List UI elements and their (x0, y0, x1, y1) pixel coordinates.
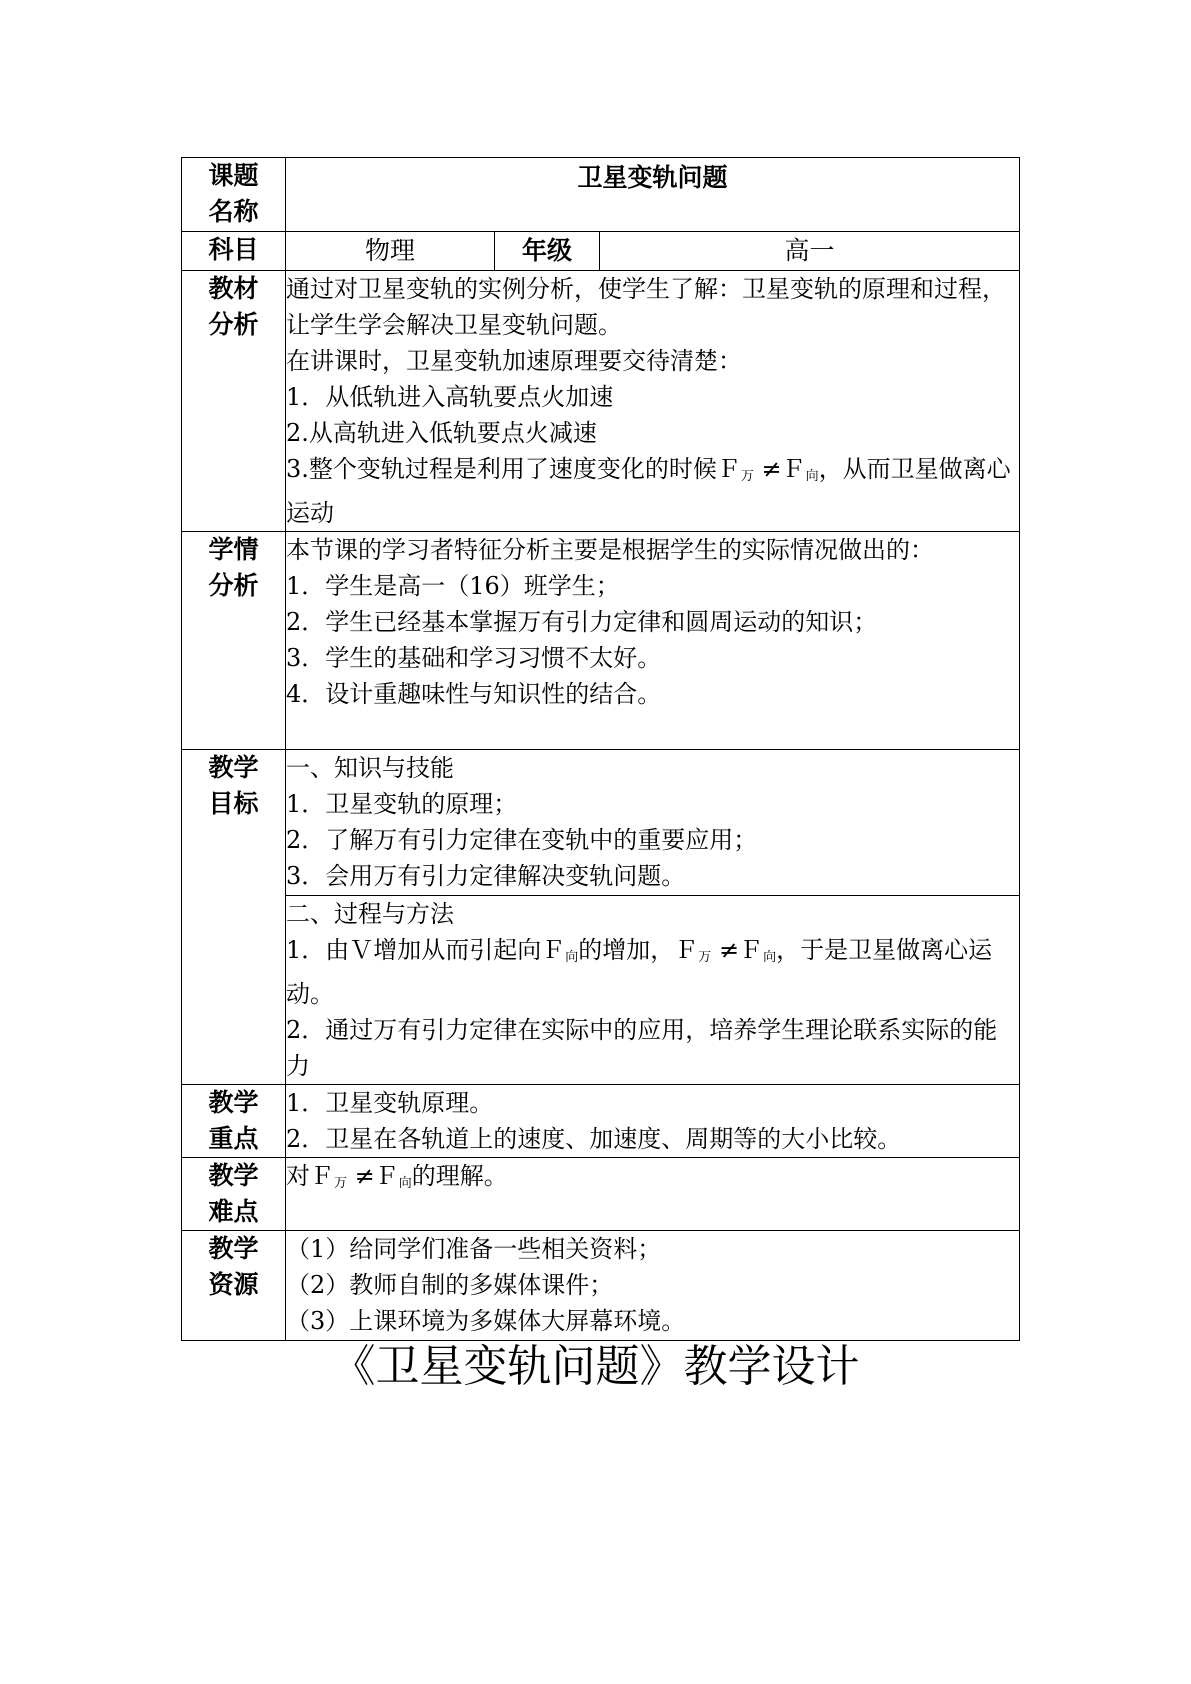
learner-line: 2．学生已经基本掌握万有引力定律和圆周运动的知识； (286, 608, 878, 636)
learner-label: 学情 分析 (182, 532, 286, 750)
goals-line: 二、过程与方法 (286, 900, 454, 928)
goals-part1 (286, 750, 1020, 896)
goals-part2 (286, 896, 1020, 1085)
topic-value: 卫星变轨问题 (286, 158, 1020, 232)
row-topic (182, 158, 1020, 232)
row-subject-grade (182, 232, 1020, 271)
difficulty-line: 对Ｆ$_万$ ≠Ｆ$_向$的理解。 (286, 1162, 508, 1191)
learner-line: 本节课的学习者特征分析主要是根据学生的实际情况做出的： (286, 536, 934, 564)
row-learner (182, 532, 1020, 750)
document-title: 《卫星变轨问题》教学设计 (331, 1341, 860, 1392)
learner-content (286, 532, 1020, 750)
difficulty-label: 教学 难点 (182, 1158, 286, 1231)
resources-line: （2）教师自制的多媒体课件； (286, 1271, 614, 1299)
learner-line: 3．学生的基础和学习习惯不太好。 (286, 644, 662, 672)
focus-line: 1．卫星变轨原理。 (286, 1089, 494, 1117)
row-difficulty (182, 1158, 1020, 1231)
goals-line: 2．了解万有引力定律在变轨中的重要应用； (286, 826, 758, 854)
focus-label: 教学 重点 (182, 1085, 286, 1158)
resources-label: 教学 资源 (182, 1231, 286, 1341)
resources-content (286, 1231, 1020, 1341)
goals-line: 一、知识与技能 (286, 754, 454, 782)
resources-line: （1）给同学们准备一些相关资料； (286, 1235, 662, 1263)
learner-line: 1．学生是高一（16）班学生； (286, 572, 620, 600)
row-goals-1 (182, 750, 1020, 896)
subject-label: 科目 (182, 232, 286, 271)
material-content (286, 271, 1020, 532)
topic-label: 课题 名称 (182, 158, 286, 232)
lesson-plan-table (181, 157, 1020, 1341)
focus-line: 2．卫星在各轨道上的速度、加速度、周期等的大小比较。 (286, 1125, 902, 1153)
goals-line: 1．卫星变轨的原理； (286, 790, 518, 818)
material-label: 教材 分析 (182, 271, 286, 532)
goals-label: 教学 目标 (182, 750, 286, 1085)
row-material (182, 271, 1020, 532)
subject-value: 物理 (286, 232, 495, 271)
goals-line: 2．通过万有引力定律在实际中的应用，培养学生理论联系实际的能力 (286, 1016, 998, 1080)
goals-line: 3．会用万有引力定律解决变轨问题。 (286, 862, 686, 890)
material-line: 3.整个变轨过程是利用了速度变化的时候Ｆ$_万$ ≠Ｆ$_向$，从而卫星做离心运动 (286, 455, 1011, 527)
goals-line: 1．由Ｖ增加从而引起向Ｆ$_向$的增加，Ｆ$_万$ ≠Ｆ$_向$，于是卫星做离心运动。 (286, 936, 993, 1008)
material-line: 通过对卫星变轨的实例分析，使学生了解：卫星变轨的原理和过程，让学生学会解决卫星变轨问题。 (286, 275, 1006, 339)
resources-line: （3）上课环境为多媒体大屏幕环境。 (286, 1307, 686, 1335)
grade-label: 年级 (495, 232, 600, 271)
learner-line: 4．设计重趣味性与知识性的结合。 (286, 680, 662, 708)
material-line: 在讲课时，卫星变轨加速原理要交待清楚： (286, 347, 742, 375)
material-line: 2.从高轨进入低轨要点火减速 (286, 419, 597, 447)
material-line: 1．从低轨进入高轨要点火加速 (286, 383, 614, 411)
focus-content (286, 1085, 1020, 1158)
row-focus (182, 1085, 1020, 1158)
row-resources (182, 1231, 1020, 1341)
row-goals-2 (182, 896, 1020, 1085)
grade-value: 高一 (600, 232, 1020, 271)
difficulty-content (286, 1158, 1020, 1231)
